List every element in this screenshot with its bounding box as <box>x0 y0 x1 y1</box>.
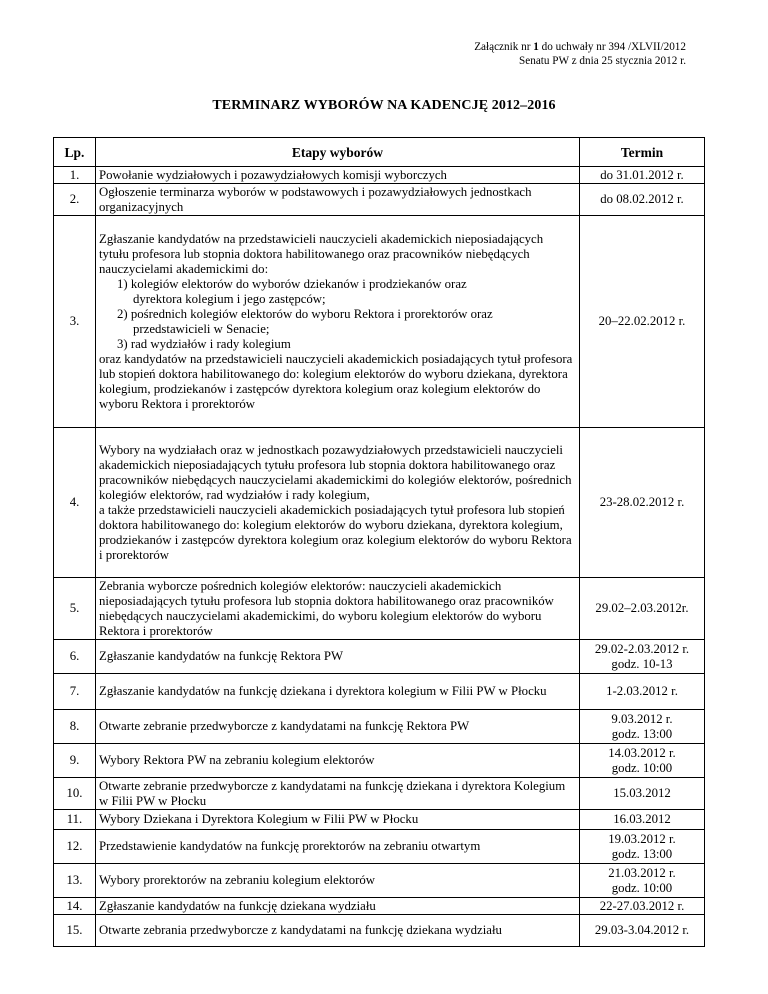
attachment-line-1: Załącznik nr 1 do uchwały nr 394 /XLVII/2012 <box>474 41 686 53</box>
table-row: 9. Wybory Rektora PW na zebraniu kolegium elektorów 14.03.2012 r. godz. 10:00 <box>54 744 705 778</box>
header-num: Lp. <box>54 138 96 167</box>
table-row: 3. Zgłaszanie kandydatów na przedstawicieli nauczycieli akademickich nieposiadających tytułu profesora lub stopnia doktora habilitowanego oraz pracowników niebędących nauczycielami akademickimi do: 1) kolegiów elektorów do wyborów dziekanów i prodziekanów oraz dyrektora kolegium i jego zastępców; 2) pośrednich kolegiów elektorów do wyboru Rektora i prorektorów oraz przedstawicieli w Senacie; 3) rad wydziałów i rady kolegium oraz kandydatów na przedstawicieli nauczycieli akademickich posiadających tytuł profesora lub stopień doktora habilitowanego do: kolegium elektorów do wyboru dziekana, dyrektora kolegium, prodziekanów i zastępców dyrektora kolegium oraz kolegium elektorów do wyboru Rektora i prorektorów 20–22.02.2012 r. <box>54 216 705 428</box>
header-stage: Etapy wyborów <box>96 138 580 167</box>
table-row: 10. Otwarte zebranie przedwyborcze z kandydatami na funkcję dziekana i dyrektora Kolegium w Filii PW w Płocku 15.03.2012 <box>54 778 705 810</box>
table-row: 6. Zgłaszanie kandydatów na funkcję Rektora PW 29.02-2.03.2012 r. godz. 10-13 <box>54 640 705 674</box>
table-row: 8. Otwarte zebranie przedwyborcze z kandydatami na funkcję Rektora PW 9.03.2012 r. godz. 13:00 <box>54 710 705 744</box>
attachment-line-2: Senatu PW z dnia 25 stycznia 2012 r. <box>519 55 686 67</box>
table-row: 14. Zgłaszanie kandydatów na funkcję dziekana wydziału 22-27.03.2012 r. <box>54 898 705 915</box>
table-row: 15. Otwarte zebrania przedwyborcze z kandydatami na funkcję dziekana wydziału 29.03-3.04.2012 r. <box>54 915 705 947</box>
table-row: 7. Zgłaszanie kandydatów na funkcję dziekana i dyrektora kolegium w Filii PW w Płocku 1-2.03.2012 r. <box>54 674 705 710</box>
table-row: 4. Wybory na wydziałach oraz w jednostkach pozawydziałowych przedstawicieli nauczycieli akademickich nieposiadających tytułu profesora lub stopnia doktora habilitowanego oraz pracowników niebędących nauczycielami akademickimi do kolegiów elektorów, pośrednich kolegiów elektorów, rad wydziałów i rady kolegium, a także przedstawicieli nauczycieli akademickich posiadających tytuł profesora lub stopień doktora habilitowanego do: kolegium elektorów do wyboru dziekana, dyrektora kolegium, prodziekanów i zastępców dyrektora kolegium oraz kolegium elektorów do wyboru Rektora i prorektorów 23-28.02.2012 r. <box>54 428 705 578</box>
table-row: 2. Ogłoszenie terminarza wyborów w podstawowych i pozawydziałowych jednostkach organizacyjnych do 08.02.2012 r. <box>54 184 705 216</box>
header-term: Termin <box>580 138 705 167</box>
document-title: TERMINARZ WYBORÓW NA KADENCJĘ 2012–2016 <box>212 98 556 113</box>
table-row: 11. Wybory Dziekana i Dyrektora Kolegium w Filii PW w Płocku 16.03.2012 <box>54 810 705 830</box>
table-row: 13. Wybory prorektorów na zebraniu kolegium elektorów 21.03.2012 r. godz. 10:00 <box>54 864 705 898</box>
table-row: 12. Przedstawienie kandydatów na funkcję prorektorów na zebraniu otwartym 19.03.2012 r. godz. 13:00 <box>54 830 705 864</box>
attachment-note <box>474 40 686 68</box>
table-header-row <box>54 138 705 167</box>
table-row: 5. Zebrania wyborcze pośrednich kolegiów elektorów: nauczycieli akademickich nieposiadających tytułu profesora lub stopnia doktora habilitowanego oraz pracowników niebędących nauczycielami akademickimi, do wyboru kolegium elektorów do wyboru Rektora i prorektorów 29.02–2.03.2012r. <box>54 578 705 640</box>
attachment-number: 1 <box>533 41 539 53</box>
schedule-table <box>53 137 705 947</box>
table-row: 1. Powołanie wydziałowych i pozawydziałowych komisji wyborczych do 31.01.2012 r. <box>54 167 705 184</box>
